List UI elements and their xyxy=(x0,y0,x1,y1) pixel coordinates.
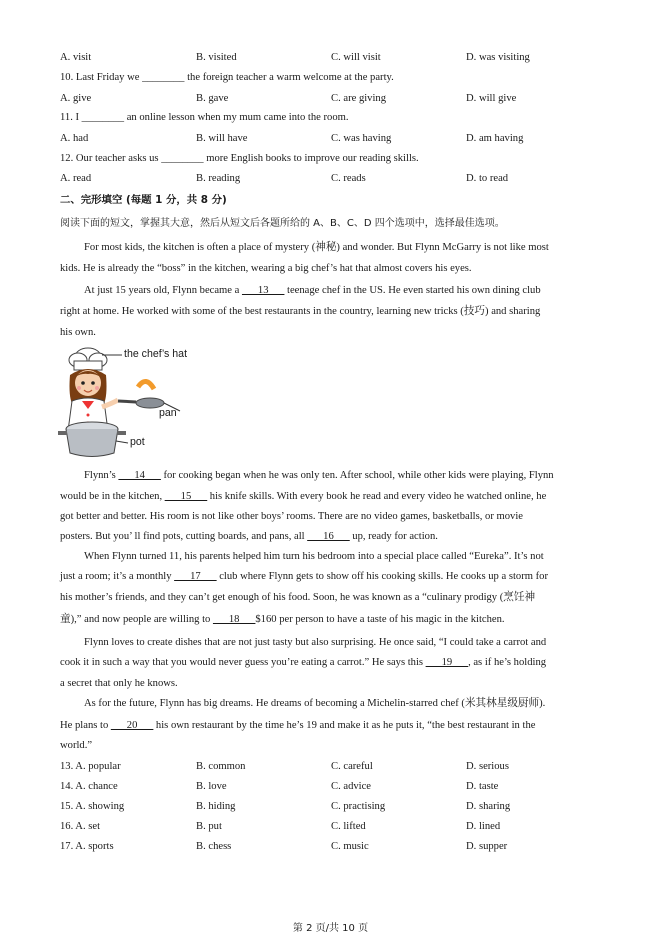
passage-line xyxy=(60,530,605,544)
text-run: just a room; it’s a monthly xyxy=(60,571,175,582)
q17-options xyxy=(60,840,605,854)
passage-line: a secret that only he knows. xyxy=(60,678,178,689)
option-d[interactable]: D. taste xyxy=(466,781,499,792)
option-b[interactable]: B. visited xyxy=(196,52,237,63)
passage-line xyxy=(84,469,605,483)
option-a[interactable]: A. read xyxy=(60,173,92,184)
option-d[interactable]: D. will give xyxy=(466,93,517,104)
option-c[interactable]: C. was having xyxy=(331,133,392,144)
q14-options xyxy=(60,780,605,794)
blank-13[interactable]: ___13___ xyxy=(242,285,285,296)
passage-line: For most kids, the kitchen is often a place of mystery (神秘) and wonder. But Flynn McGarry is not like most xyxy=(84,242,549,253)
option-d[interactable]: D. lined xyxy=(466,821,501,832)
text-run: would be in the kitchen, xyxy=(60,491,165,502)
option-a[interactable]: 17. A. sports xyxy=(60,841,114,852)
option-a[interactable]: A. visit xyxy=(60,52,92,63)
q15-options xyxy=(60,800,605,814)
passage-line: As for the future, Flynn has big dreams. He dreams of becoming a Michelin-starred chef (米其林星级厨师). xyxy=(84,698,546,709)
figure-label-pot: pot xyxy=(130,436,145,448)
text-run: 童),” and now people are willing to xyxy=(60,614,213,625)
passage-line xyxy=(84,284,605,298)
text-run: posters. But you’ ll find pots, cutting boards, and pans, all xyxy=(60,531,308,542)
text-run: Flynn’s xyxy=(84,470,119,481)
option-a[interactable]: 16. A. set xyxy=(60,821,101,832)
blank-16[interactable]: ___16___ xyxy=(307,531,350,542)
passage-line: his mother’s friends, and they can’t get enough of his food. Soon, he was known as a “culinary prodigy (烹饪神 xyxy=(60,592,536,603)
passage-line: When Flynn turned 11, his parents helped him turn his bedroom into a special place called “Eureka”. It’s not xyxy=(84,551,544,562)
option-c[interactable]: C. reads xyxy=(331,173,366,184)
figure-label-pan: pan xyxy=(159,407,177,419)
option-c[interactable]: C. practising xyxy=(331,801,386,812)
blank-19[interactable]: ___19___ xyxy=(425,657,469,668)
blank-20[interactable]: ___20___ xyxy=(110,720,154,731)
text-run: teenage chef in the US. He even started his own dining club xyxy=(284,285,541,296)
option-c[interactable]: C. are giving xyxy=(331,93,387,104)
text-run: up, ready for action. xyxy=(349,531,438,542)
passage-line: right at home. He worked with some of the best restaurants in the country, learning new tricks (技巧) and sharing xyxy=(60,306,541,317)
option-b[interactable]: B. chess xyxy=(196,841,232,852)
option-b[interactable]: B. reading xyxy=(196,173,241,184)
option-d[interactable]: D. to read xyxy=(466,173,509,184)
passage-line: got better and better. His room is not like other boys’ rooms. There are no video games, basketballs, or movie xyxy=(60,511,523,522)
blank-14[interactable]: ___14___ xyxy=(118,470,161,481)
option-d[interactable]: D. was visiting xyxy=(466,52,530,63)
q12-options xyxy=(60,172,605,186)
passage-line xyxy=(60,613,605,627)
passage-line: world.” xyxy=(60,740,93,751)
option-c[interactable]: C. careful xyxy=(331,761,373,772)
text-run: his knife skills. With every book he read and every video he watched online, he xyxy=(207,491,547,502)
option-b[interactable]: B. will have xyxy=(196,133,248,144)
q11-options xyxy=(60,132,605,146)
q13-options xyxy=(60,760,605,774)
text-run: club where Flynn gets to show off his cooking skills. He cooks up a storm for xyxy=(216,571,548,582)
passage-line: Flynn loves to create dishes that are not just tasty but also surprising. He once said, “I could take a carrot and xyxy=(84,637,547,648)
option-a[interactable]: 14. A. chance xyxy=(60,781,118,792)
q9-options xyxy=(60,51,605,65)
section-instruction: 阅读下面的短文，掌握其大意，然后从短文后各题所给的 A、B、C、D 四个选项中，选择最佳选项。 xyxy=(60,218,505,229)
text-run: for cooking began when he was only ten. After school, while other kids were playing, Flynn xyxy=(160,470,554,481)
blank-17[interactable]: ___17___ xyxy=(174,571,217,582)
option-b[interactable]: B. gave xyxy=(196,93,229,104)
question-stem: 11. I ________ an online lesson when my mum came into the room. xyxy=(60,112,349,123)
option-b[interactable]: B. put xyxy=(196,821,222,832)
option-a[interactable]: A. had xyxy=(60,133,89,144)
passage-line xyxy=(60,490,605,504)
text-run: $160 per person to have a taste of his magic in the kitchen. xyxy=(255,614,505,625)
text-run: , as if he’s holding xyxy=(468,657,547,668)
passage-line xyxy=(60,719,605,733)
text-run: At just 15 years old, Flynn became a xyxy=(84,285,242,296)
option-b[interactable]: B. common xyxy=(196,761,246,772)
blank-18[interactable]: ___18___ xyxy=(212,614,256,625)
figure-label-hat: the chef’s hat xyxy=(124,348,188,360)
option-c[interactable]: C. advice xyxy=(331,781,372,792)
option-c[interactable]: C. will visit xyxy=(331,52,381,63)
question-stem: 12. Our teacher asks us ________ more English books to improve our reading skills. xyxy=(60,153,419,164)
option-d[interactable]: D. am having xyxy=(466,133,524,144)
q10-options xyxy=(60,92,605,106)
page-footer: 第 2 页/共 10 页 xyxy=(292,923,369,934)
passage-line xyxy=(60,570,605,584)
section-title: 二、完形填空 (每题 1 分，共 8 分) xyxy=(60,194,227,206)
passage-line xyxy=(60,656,605,670)
text-run: cook it in such a way that you would never guess you’re eating a carrot.” He says this xyxy=(60,657,426,668)
option-c[interactable]: C. music xyxy=(331,841,369,852)
chef-illustration xyxy=(58,345,218,460)
option-c[interactable]: C. lifted xyxy=(331,821,366,832)
option-d[interactable]: D. serious xyxy=(466,761,509,772)
passage-line: kids. He is already the “boss” in the kitchen, wearing a big chef’s hat that almost covers his eyes. xyxy=(60,263,472,274)
option-a[interactable]: A. give xyxy=(60,93,92,104)
option-d[interactable]: D. sharing xyxy=(466,801,511,812)
text-run: He plans to xyxy=(60,720,111,731)
q16-options xyxy=(60,820,605,834)
blank-15[interactable]: ___15___ xyxy=(164,491,208,502)
option-d[interactable]: D. supper xyxy=(466,841,508,852)
option-b[interactable]: B. hiding xyxy=(196,801,236,812)
question-stem: 10. Last Friday we ________ the foreign teacher a warm welcome at the party. xyxy=(60,72,394,83)
option-a[interactable]: 15. A. showing xyxy=(60,801,125,812)
option-b[interactable]: B. love xyxy=(196,781,227,792)
option-a[interactable]: 13. A. popular xyxy=(60,761,121,772)
text-run: his own restaurant by the time he’s 19 and make it as he puts it, “the best restaurant in the xyxy=(153,720,536,731)
passage-line: his own. xyxy=(60,327,96,338)
